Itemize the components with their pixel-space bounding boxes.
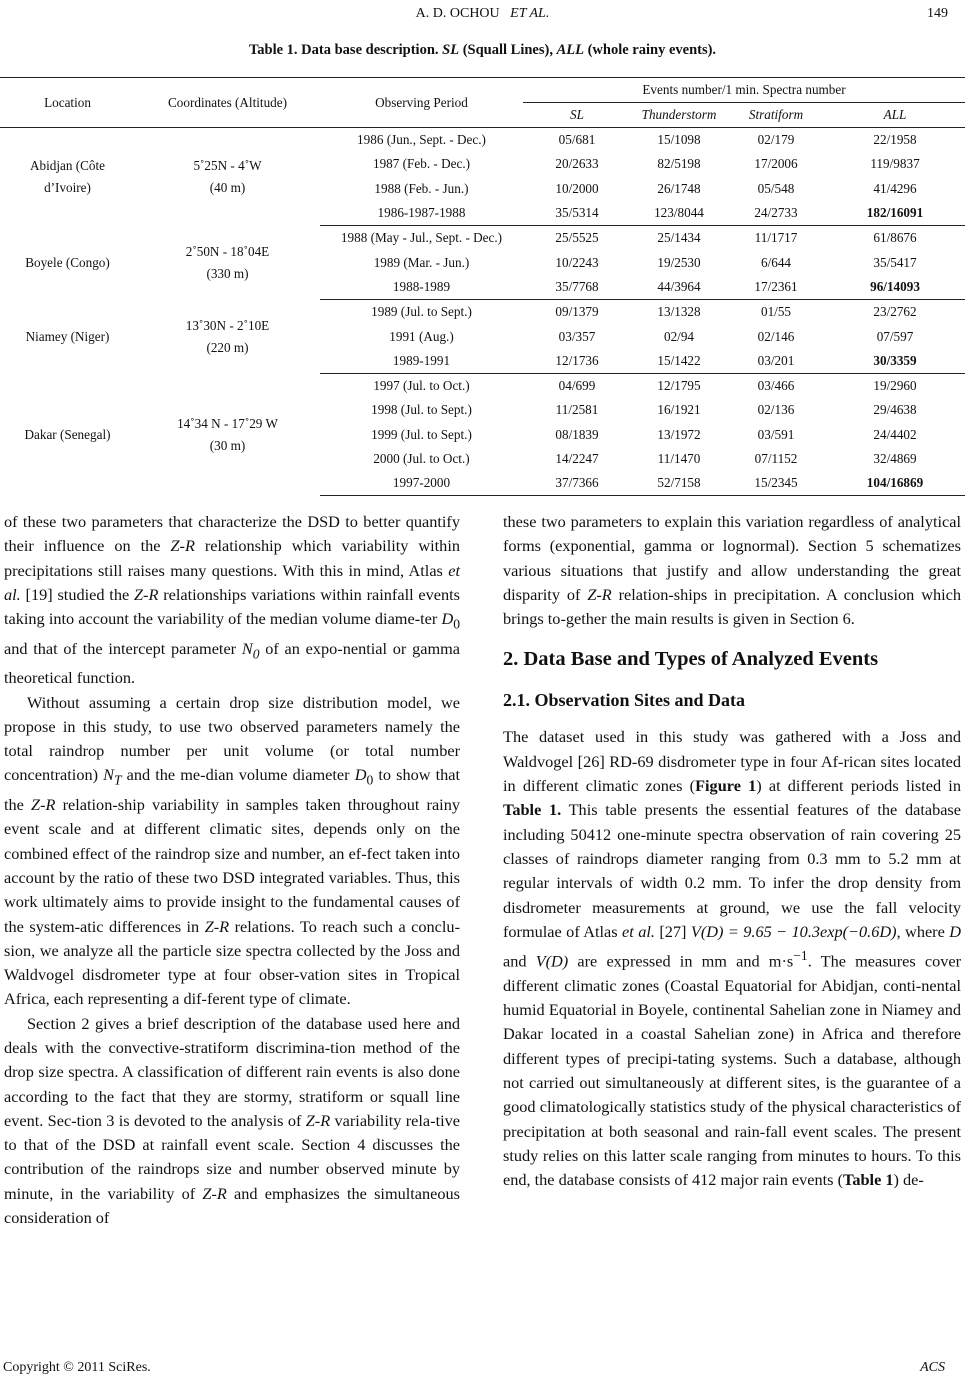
section-heading: 2. Data Base and Types of Analyzed Events — [503, 648, 879, 671]
cell-sl: 08/1839 — [555, 426, 599, 442]
table-header-row — [0, 78, 965, 103]
caption-end: (whole rainy events). — [583, 42, 717, 58]
cell-period: 2000 (Jul. to Oct.) — [373, 451, 470, 466]
cell-period: 1986 (Jun., Sept. - Dec.) — [357, 132, 486, 148]
cell-period: 1988-1989 — [320, 275, 523, 300]
cell-all: 22/1958 — [873, 132, 917, 148]
cell-stratiform: 24/2733 — [727, 201, 825, 226]
cell-sl: 12/1736 — [523, 349, 631, 374]
cell-all: 41/4296 — [873, 180, 917, 196]
cell-stratiform: 01/55 — [760, 304, 792, 320]
table-ref[interactable]: Table 1 — [843, 1170, 894, 1190]
paragraph: Without assuming a certain drop size distribution model, we propose in this study, to use two observed parameters namely the total raindrop number per unit volume (or total number concentration) $N_T$ and the me-dian volume diameter $D_0$ to show that the Z-R relation-ship variability in samples taken throughout rainy event scale and at different climatic sites, depends only on the combined effect of the raindrop size and number, an ef-fect taken into account by the ratio of these two DSD integrated variables. Thus, this work ultimately aims to provide insight to the fundamental causes of the system-atic differences in Z-R relations. To reach such a conclu-sion, we analyze all the particle size spectra collected by the Joss and Waldvogel disdrometer type at four obser-vation sites in Tropical Africa, each representing a dif-ferent type of climate. — [4, 692, 460, 1009]
cell-period: 1987 (Feb. - Dec.) — [372, 156, 471, 172]
cell-sl: 35/7768 — [523, 275, 631, 300]
cell-stratiform: 02/146 — [757, 328, 795, 344]
cell-sl: 20/2633 — [555, 156, 599, 172]
cell-stratiform: 6/644 — [760, 254, 792, 270]
cell-stratiform: 03/201 — [727, 349, 825, 374]
cell-thunderstorm: 16/1921 — [657, 402, 701, 418]
cell-stratiform: 11/1717 — [754, 230, 798, 246]
table-row — [0, 128, 965, 153]
header-stratiform: Stratiform — [727, 103, 825, 128]
cell-all: 07/597 — [876, 328, 914, 344]
cell-all: 182/16091 — [825, 201, 965, 226]
cell-all: 30/3359 — [825, 349, 965, 374]
running-head-etal: ET AL. — [510, 6, 550, 21]
cell-coordinates: 14˚34 N - 17˚29 W (30 m) — [177, 415, 278, 453]
cell-thunderstorm: 13/1328 — [657, 304, 701, 320]
cell-stratiform: 07/1152 — [754, 451, 798, 466]
cell-thunderstorm: 25/1434 — [657, 230, 701, 246]
caption-mid: (Squall Lines), — [459, 42, 557, 58]
cell-period: 1999 (Jul. to Sept.) — [371, 426, 472, 442]
right-column — [503, 510, 961, 1193]
header-period: Observing Period — [320, 78, 523, 128]
table-row — [0, 300, 965, 325]
copyright: Copyright © 2011 SciRes. — [3, 1360, 151, 1375]
cell-stratiform: 17/2361 — [727, 275, 825, 300]
header-events: Events number/1 min. Spectra number — [642, 82, 846, 97]
cell-period: 1988 (May - Jul., Sept. - Dec.) — [340, 230, 503, 246]
caption-all: ALL — [556, 42, 584, 58]
cell-thunderstorm: 12/1795 — [657, 378, 701, 394]
paragraph: The dataset used in this study was gathered with a Joss and Waldvogel [26] RD-69 disdrometer type in four Af-rican sites located in different climatic zones (Figure 1) at different periods listed in Table 1. This table presents the essential features of the database including 50412 one-minute spectra observation of rain covering 25 classes of raindrops diameter ranging from 0.3 mm to 5.2 mm at regular intervals of width 0.2 mm. To infer the drop density from disdrometer measurements at ground, we use the fall velocity formulae of Atlas et al. [27] V(D) = 9.65 − 10.3exp(−0.6D), where D and V(D) are expressed in mm and $m\cdot s^{-1}$. The measures cover different climatic zones (Coastal Equatorial for Abidjan, conti-nental humid Equatorial in Boyele, continental Sahelian zone in Niamey and Dakar located in a coastal Sahelian zone) in Africa and therefore different types of precipi-tating systems. Such a database, although not carried out simultaneously at different sites, is the guarantee of a good climatologically statistics study of the physical characteristics of precipitation at both seasonal and rain-fall event scales. The present study relies on this latter scale ranging from minutes to hours. To this end, the database consists of 412 major rain events (Table 1) de- — [503, 727, 962, 1190]
cell-all: 96/14093 — [825, 275, 965, 300]
cell-sl: 25/5525 — [555, 230, 599, 246]
cell-all: 24/4402 — [873, 426, 917, 442]
paragraph: these two parameters to explain this variation regardless of analytical forms (exponential, gamma or lognormal). Section 5 schematizes various situations that justify and allow understanding the great disparity of Z-R relation-ships in precipitation. A conclusion which brings to-gether the main results is given in Section 6. — [503, 512, 961, 629]
cell-location: Abidjan (Côte d’Ivoire) — [29, 157, 106, 195]
cell-thunderstorm: 44/3964 — [631, 275, 727, 300]
cell-thunderstorm: 02/94 — [663, 328, 695, 344]
cell-all: 104/16869 — [825, 471, 965, 496]
cell-sl: 03/357 — [558, 328, 596, 344]
cell-thunderstorm: 15/1098 — [657, 132, 701, 148]
cell-all: 35/5417 — [873, 254, 917, 270]
subsection-heading: 2.1. Observation Sites and Data — [503, 690, 746, 711]
header-thunderstorm: Thunderstorm — [631, 103, 727, 128]
cell-period: 1991 (Aug.) — [389, 328, 454, 344]
cell-all: 32/4869 — [873, 451, 917, 466]
cell-stratiform: 17/2006 — [754, 156, 798, 172]
figure-ref[interactable]: Figure 1 — [695, 776, 757, 796]
table-row — [0, 226, 965, 251]
table-row — [0, 373, 965, 398]
header-sl: SL — [523, 103, 631, 128]
paragraph: Section 2 gives a brief description of the database used here and deals with the convective-stratiform discrimina-tion method of the drop size spectra. A classification of different rain events is also done according to the fact that they are stormy, stratiform or squall line event. Sec-tion 3 is devoted to the analysis of Z-R variability rela-tive to that of the DSD at rainfall event scale. Section 4 discusses the contribution of the raindrops size and number observed minute by minute, in the variability of Z-R and emphasizes the simultaneous consideration of — [4, 1013, 460, 1228]
journal-name: ACS — [920, 1360, 945, 1375]
header-coordinates: Coordinates (Altitude) — [135, 78, 320, 128]
cell-sl: 35/5314 — [523, 201, 631, 226]
cell-location: Niamey (Niger) — [25, 328, 110, 344]
page-header — [0, 6, 965, 28]
cell-period: 1997-2000 — [320, 471, 523, 496]
cell-sl: 10/2000 — [555, 180, 599, 196]
cell-sl: 05/681 — [558, 132, 596, 148]
caption-prefix: Table 1. Data base description. — [248, 42, 443, 58]
cell-period: 1986-1987-1988 — [320, 201, 523, 226]
header-all: ALL — [825, 103, 965, 128]
cell-thunderstorm: 82/5198 — [657, 156, 701, 172]
cell-period: 1997 (Jul. to Oct.) — [373, 378, 470, 394]
velocity-formula: V(D) = 9.65 − 10.3exp(−0.6D) — [690, 921, 897, 941]
cell-period: 1989-1991 — [320, 349, 523, 374]
cell-location: Boyele (Congo) — [25, 254, 110, 270]
cell-thunderstorm: 19/2530 — [657, 254, 701, 270]
cell-stratiform: 05/548 — [757, 180, 795, 196]
cell-thunderstorm: 13/1972 — [657, 426, 701, 442]
cell-stratiform: 03/466 — [757, 378, 795, 394]
cell-sl: 11/2581 — [555, 402, 599, 418]
cell-coordinates: 2˚50N - 18˚04E (330 m) — [185, 243, 270, 281]
cell-thunderstorm: 15/1422 — [631, 349, 727, 374]
cell-sl: 09/1379 — [555, 304, 599, 320]
cell-stratiform: 03/591 — [757, 426, 795, 442]
page-number: 149 — [927, 6, 948, 21]
cell-thunderstorm: 52/7158 — [631, 471, 727, 496]
cell-sl: 14/2247 — [555, 451, 599, 466]
cell-sl: 10/2243 — [555, 254, 599, 270]
cell-sl: 37/7366 — [523, 471, 631, 496]
cell-period: 1989 (Jul. to Sept.) — [371, 304, 472, 320]
page-footer — [0, 1360, 965, 1382]
cell-stratiform: 02/136 — [757, 402, 795, 418]
cell-all: 19/2960 — [873, 378, 917, 394]
cell-coordinates: 5˚25N - 4˚W (40 m) — [193, 157, 262, 195]
left-column — [4, 510, 460, 1230]
header-location: Location — [0, 78, 135, 128]
cell-thunderstorm: 26/1748 — [657, 180, 701, 196]
cell-thunderstorm: 123/8044 — [631, 201, 727, 226]
cell-stratiform: 02/179 — [757, 132, 795, 148]
paragraph: of these two parameters that characterize the DSD to better quantify their influence on the Z-R relationship which variability within precipitations still raises many questions. With this in mind, Atlas et al. [19] studied the Z-R relationships variations within rainfall events taking into account the variability of the median volume diame-ter $D_0$ and that of the intercept parameter $N_0$ of an expo-nential or gamma theoretical function. — [4, 512, 461, 688]
data-table — [0, 77, 965, 496]
cell-all: 61/8676 — [873, 230, 917, 246]
cell-period: 1998 (Jul. to Sept.) — [371, 402, 472, 418]
table-body — [0, 128, 965, 496]
running-head-authors: A. D. OCHOU — [415, 6, 500, 21]
table-ref[interactable]: Table 1. — [503, 800, 562, 820]
cell-stratiform: 15/2345 — [727, 471, 825, 496]
cell-period: 1988 (Feb. - Jun.) — [374, 180, 469, 196]
running-head — [0, 6, 965, 22]
cell-sl: 04/699 — [558, 378, 596, 394]
cell-all: 29/4638 — [873, 402, 917, 418]
cell-period: 1989 (Mar. - Jun.) — [373, 254, 470, 270]
cell-location: Dakar (Senegal) — [24, 426, 111, 442]
cell-all: 23/2762 — [873, 304, 917, 320]
cell-all: 119/9837 — [870, 156, 920, 172]
caption-sl: SL — [442, 42, 460, 58]
cell-thunderstorm: 11/1470 — [657, 451, 701, 466]
table-caption — [0, 42, 965, 59]
cell-coordinates: 13˚30N - 2˚10E (220 m) — [185, 317, 270, 355]
